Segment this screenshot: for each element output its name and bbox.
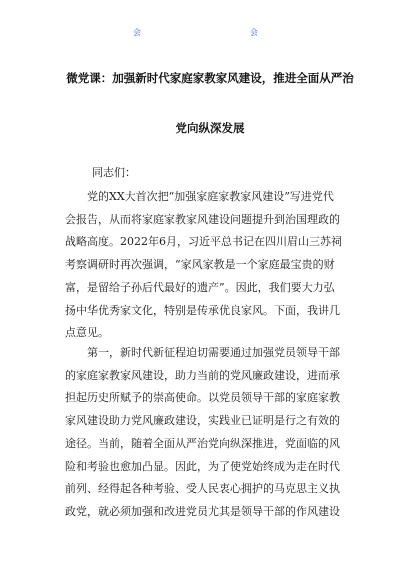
paragraph-line: 家风建设助力党风廉政建设，实践业已证明是行之有效的 [65,414,340,428]
paragraph-line: 险和考验也愈加凸显。因此，为了使党始终成为走在时代 [65,459,340,473]
header-marks [0,28,408,42]
paragraph-line: 富，是留给子孙后代最好的遗产”。因此，我们要大力弘 [65,280,335,294]
paragraph-line: 考察调研时再次强调，“家风家教是一个家庭最宝贵的财 [65,258,335,272]
paragraph-line: 点意见。 [65,326,109,340]
paragraph-line: 扬中华优秀家文化，特别是传承优良家风。下面，我讲几 [65,303,340,317]
paragraph-line: 会报告，从而将家庭家教家风建设问题提升到治国理政的 [65,212,340,226]
document-title-line-2: 党向纵深发展 [175,121,245,135]
paragraph-line: 政党，就必须加强和改进党员尤其是领导干部的作风建设 [65,504,340,518]
paragraph-line: 第一，新时代新征程迫切需要通过加强党员领导干部 [87,346,340,359]
paragraph-line: 党的XX大首次把“加强家庭家教家风建设”写进党代 [87,190,334,203]
paragraph-line: 途径。当前，随着全面从严治党向纵深推进，党面临的风 [65,436,340,450]
paragraph-intro [65,186,350,345]
header-mark-right: 会 [250,28,258,37]
document-title-line-1: 微党课：加强新时代家庭家教家风建设，推进全面从严治 [66,71,354,85]
paragraph-point-one [65,342,350,524]
paragraph-line: 的家庭家教家风建设，助力当前的党风廉政建设，进而承 [65,368,340,382]
paragraph-line: 担起历史所赋予的崇高使命。以党员领导干部的家庭家教 [65,391,340,405]
paragraph-line: 前列、经得起各种考验、受人民衷心拥护的马克思主义执 [65,482,340,496]
paragraph-line: 战略高度。2022年6月，习近平总书记在四川眉山三苏祠 [65,235,342,249]
greeting: 同志们： [92,166,136,179]
header-mark-left: 会 [133,28,141,37]
